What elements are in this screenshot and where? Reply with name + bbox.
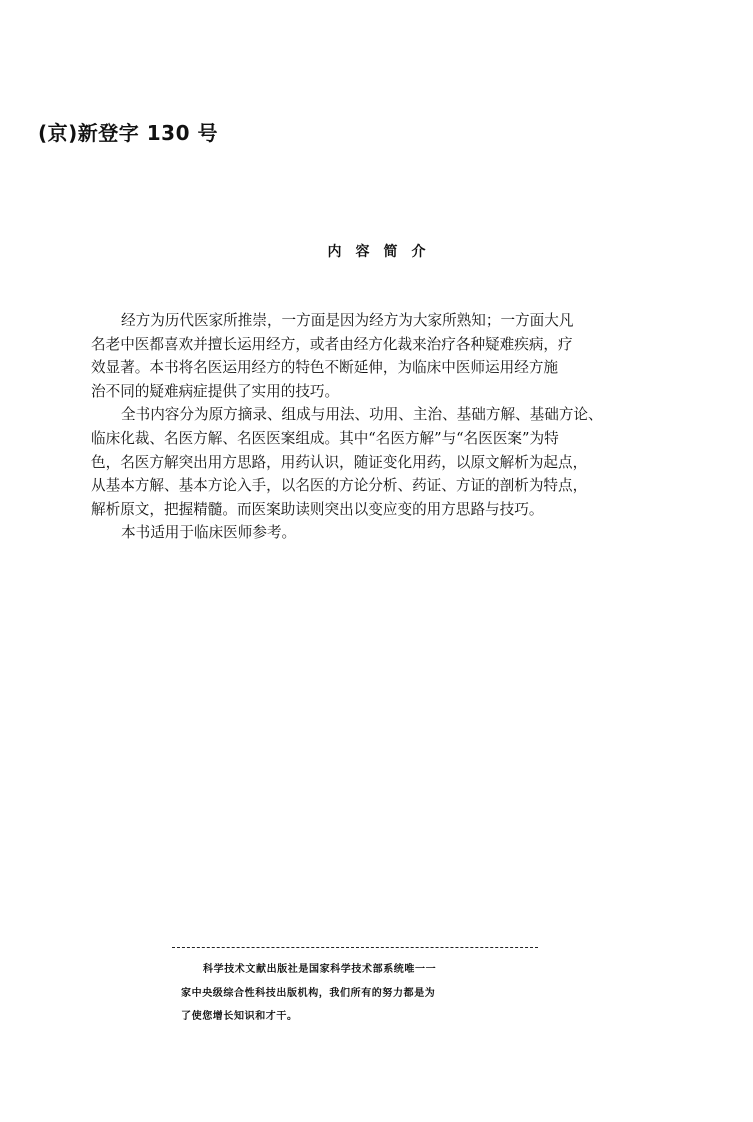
summary-body: [91, 309, 671, 545]
body-line: 治不同的疑难病症提供了实用的技巧。: [91, 382, 340, 400]
body-line: 色，名医方解突出用方思路，用药认识，随证变化用药，以原文解析为起点，: [91, 453, 588, 471]
body-line: 临床化裁、名医方解、名医医案组成。其中“名医方解”与“名医医案”为特: [91, 429, 559, 447]
body-line: 经方为历代医家所推崇，一方面是因为经方为大家所熟知；一方面大凡: [121, 312, 574, 329]
footer-divider: [172, 947, 538, 948]
publisher-note: [181, 958, 436, 1029]
body-line: 解析原文，把握精髓。而医案助读则突出以变应变的用方思路与技巧。: [91, 500, 544, 518]
footer-line: 科学技术文献出版社是国家科学技术部系统唯一一: [203, 964, 437, 975]
registration-number: (京)新登字 130 号: [38, 121, 218, 145]
footer-line: 家中央级综合性科技出版机构，我们所有的努力都是为: [181, 987, 436, 999]
body-line: 名老中医都喜欢并擅长运用经方，或者由经方化裁来治疗各种疑难疾病，疗: [91, 335, 573, 353]
section-title: 内容简介: [327, 244, 440, 260]
body-line: 全书内容分为原方摘录、组成与用法、功用、主治、基础方解、基础方论、: [121, 406, 603, 424]
footer-line: 了使您增长知识和才干。: [181, 1011, 298, 1022]
body-line: 效显著。本书将名医运用经方的特色不断延伸，为临床中医师运用经方施: [91, 359, 559, 377]
body-line: 本书适用于临床医师参考。: [121, 524, 297, 542]
body-line: 从基本方解、基本方论入手，以名医的方论分析、药证、方证的剖析为特点，: [91, 477, 588, 495]
